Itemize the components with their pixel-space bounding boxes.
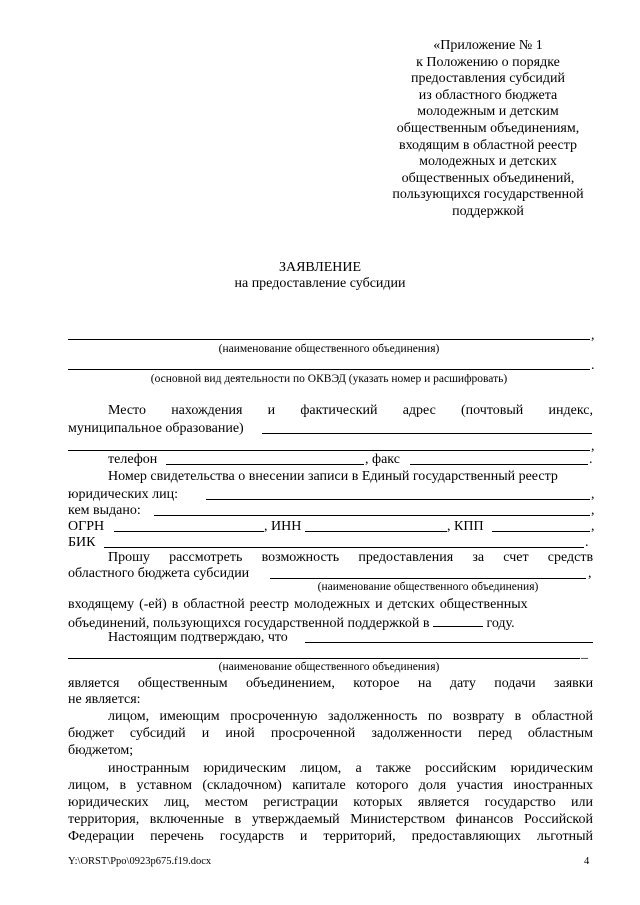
budget-org-field[interactable] [270, 578, 586, 579]
not-is-line: не является: [68, 692, 141, 707]
confirm-field[interactable] [305, 642, 593, 643]
inn-label: , ИНН [264, 519, 302, 534]
body-line: бюджет субсидий и иной просроченной задолженности перед областным [68, 726, 593, 741]
body-line: юридических лиц, местом регистрации которых является государство или [68, 795, 593, 810]
year-field[interactable] [433, 614, 483, 627]
address-line-1: Место нахождения и фактический адрес (почтовый индекс, [108, 403, 593, 418]
period: . [589, 452, 593, 467]
registry-number-field[interactable] [206, 499, 590, 500]
confirm-org-field[interactable] [68, 658, 580, 659]
body-line: территория, включенные в утверждаемый Министерством финансов Российской [68, 812, 593, 827]
title-sub: на предоставление субсидии [234, 276, 406, 291]
entering-line: входящему (-ей) в областной реестр молодежных и детских общественных [68, 597, 528, 612]
request-line-1: Прошу рассмотреть возможность предоставления за счет средств [108, 550, 594, 565]
okved-line[interactable] [68, 369, 590, 370]
fax-label: , факс [365, 452, 400, 467]
bik-field[interactable] [104, 547, 584, 548]
dash: _ [581, 646, 588, 661]
bik-label: БИК [68, 535, 96, 550]
body-line: Федерации перечень государств и территорий, предоставляющих льготный [68, 829, 593, 844]
appendix-line: поддержкой [452, 203, 524, 219]
phone-label: телефон [108, 452, 158, 467]
appendix-line: предоставления субсидий [410, 71, 566, 87]
confirm-org-caption: (наименование общественного объединения) [218, 661, 440, 673]
appendix-line: молодежным и детским [417, 104, 559, 120]
budget-label: областного бюджета субсидии [68, 566, 250, 581]
org-name-line[interactable] [68, 339, 590, 340]
document-title [0, 260, 640, 292]
kpp-field[interactable] [492, 531, 590, 532]
fax-field[interactable] [410, 464, 588, 465]
issued-by-label: кем выдано: [68, 503, 141, 518]
page-number: 4 [584, 856, 590, 867]
phone-field[interactable] [166, 464, 364, 465]
appendix-line: общественным объединениям, [396, 120, 580, 136]
appendix-line: к Положению о порядке [416, 54, 560, 70]
address-line-2-field[interactable] [262, 433, 592, 434]
comma: , [591, 328, 595, 343]
comma: , [591, 487, 595, 502]
kpp-label: , КПП [447, 519, 484, 534]
ogrn-field[interactable] [114, 531, 264, 532]
body-line: бюджетом; [68, 743, 134, 758]
body-line: лицом, в уставном (складочном) капитале которого доля участия иностранных [68, 778, 593, 793]
appendix-line: входящим в областной реестр [398, 137, 578, 153]
address-line-2-label: муниципальное образование) [68, 421, 244, 436]
support-line: объединений, пользующихся государственной поддержкой в году. [68, 616, 515, 631]
comma: , [591, 503, 595, 518]
address-line-3-field[interactable] [68, 450, 590, 451]
appendix-line: «Приложение № 1 [433, 38, 543, 53]
certificate-line: Номер свидетельства о внесении записи в Единый государственный реестр [108, 469, 558, 484]
title-main: ЗАЯВЛЕНИЕ [278, 260, 362, 275]
file-path: Y:\ORST\Ppo\0923p675.f19.docx [68, 856, 212, 867]
comma: , [591, 519, 595, 534]
org-name-caption: (наименование общественного объединения) [218, 343, 440, 355]
body-line: лицом, имеющим просроченную задолженность по возврату в областной [108, 709, 593, 724]
budget-org-caption: (наименование общественного объединения) [317, 581, 539, 593]
appendix-line: общественных объединений, [401, 170, 575, 186]
period: . [591, 358, 595, 373]
legal-entities-label: юридических лиц: [68, 487, 179, 502]
body-line: иностранным юридическим лицом, а также российским юридическим [108, 761, 593, 776]
appendix-line: пользующихся государственной [392, 187, 584, 203]
inn-field[interactable] [305, 531, 447, 532]
comma: , [591, 439, 595, 454]
appendix-line: из областного бюджета [418, 87, 558, 103]
appendix-line: молодежных и детских [419, 154, 557, 170]
issued-by-field[interactable] [154, 515, 590, 516]
appendix-header [368, 38, 608, 221]
period: . [585, 535, 589, 550]
ogrn-label: ОГРН [68, 519, 105, 534]
comma: , [588, 566, 592, 581]
confirm-label: Настоящим подтверждаю, что [108, 630, 288, 645]
okved-caption: (основной вид деятельности по ОКВЭД (указать номер и расшифровать) [150, 373, 508, 385]
is-line: является общественным объединением, которое на дату подачи заявки [68, 676, 594, 691]
